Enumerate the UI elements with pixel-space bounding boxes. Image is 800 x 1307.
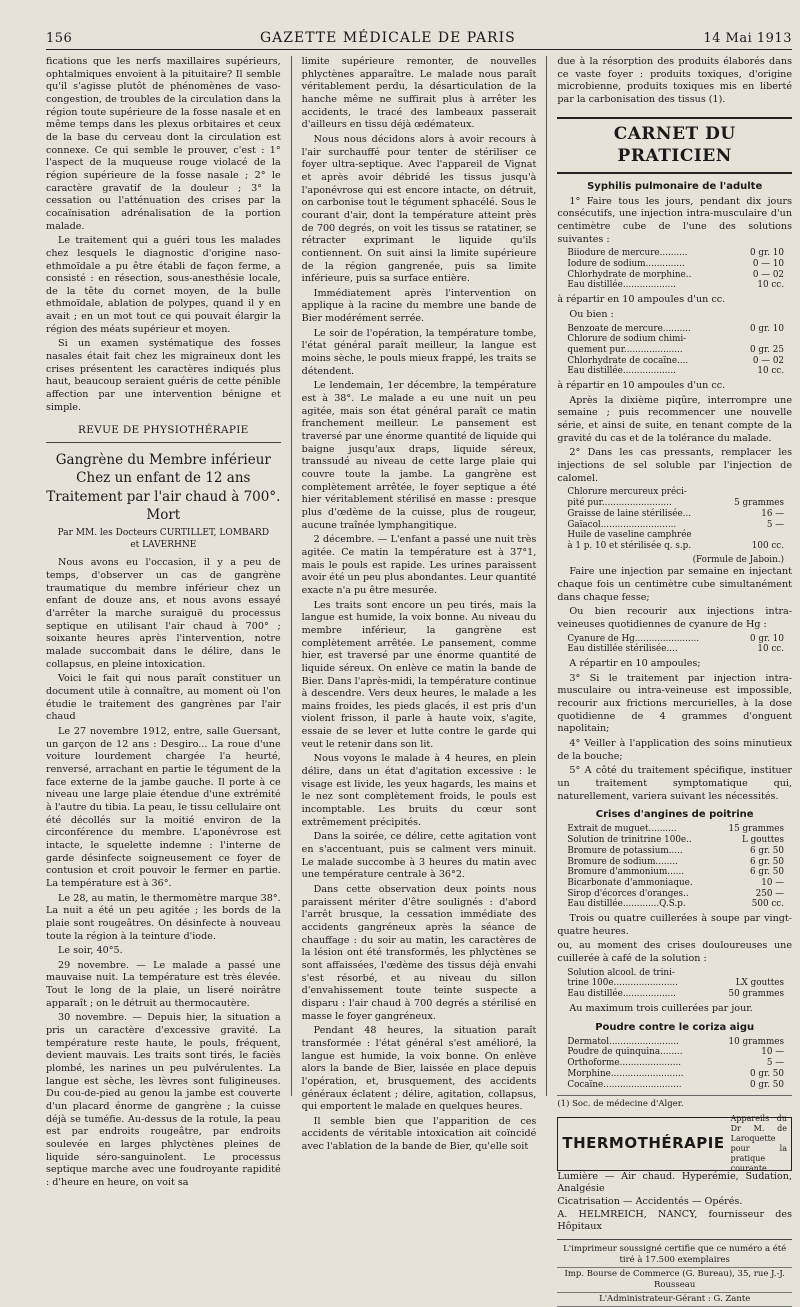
dose: 0 gr. 10 <box>749 248 785 259</box>
ad-text <box>731 1114 787 1174</box>
dose: 10 cc. <box>757 280 785 291</box>
ingredient: à 1 p. 10 et stérilisée q. s.p. <box>567 540 692 551</box>
paragraph: 2° Dans les cas pressants, remplacer les injections de sel soluble par l'injection de calomel. <box>557 447 793 484</box>
article-title-line: Traitement par l'air chaud à 700°. Mort <box>46 488 281 523</box>
paragraph: A répartir en 10 ampoules; <box>569 657 701 669</box>
authors-line: Par MM. les Docteurs CURTILLET, LOMBARD <box>57 528 270 539</box>
prescription-row <box>567 1080 792 1091</box>
dose: 5 grammes <box>734 498 785 509</box>
article-title-line: Chez un enfant de 12 ans <box>76 470 251 487</box>
paragraph: ou, au moment des crises douloureuses une cuillerée à café de la solution : <box>557 940 793 965</box>
ingredient: Cyanure de Hg....................... <box>567 633 700 644</box>
ingredient: Iodure de sodium.............. <box>567 259 685 270</box>
prescription-row <box>567 1047 792 1058</box>
prescription-row <box>567 968 792 979</box>
ingredient: Chlorure mercureux préci- <box>567 487 687 498</box>
ingredient: Eau distillée stérilisée.... <box>567 644 678 655</box>
paragraph: Ou bien : <box>569 308 614 320</box>
ingredient: Bromure de potassium..... <box>567 845 683 856</box>
paragraph: 4° Veiller à l'application des soins minutieux de la bouche; <box>557 737 793 762</box>
imprint-line: Imp. Bourse de Commerce (G. Bureau), 35, rue J.-J. Rousseau <box>557 1268 792 1293</box>
dose: 0 gr. 50 <box>749 1079 785 1090</box>
paragraph: Le 28, au matin, le thermomètre marque 38°. La nuit a été un peu agitée ; les bords de la plaie sont rougeâtres. On désinfecte à nouveau toute la région à la teinture d'iode. <box>46 892 281 942</box>
authors-line: et LAVERHNE <box>130 539 197 550</box>
ad-details <box>557 1171 792 1234</box>
prescription-row <box>567 530 792 541</box>
advertisement <box>557 1113 792 1173</box>
dose: 6 gr. 50 <box>749 867 785 878</box>
paragraph: 3° Si le traitement par injection intra-musculaire ou intra-veineuse est impossible, recourir aux frictions mercurielles, à la dose quotidienne de 4 grammes d'onguent napolitain; <box>557 672 793 735</box>
footnote: (1) Soc. de médecine d'Alger. <box>557 1095 792 1110</box>
article-title <box>46 451 281 524</box>
paragraph: Nous voyons le malade à 4 heures, en plein délire, dans un état d'agitation excessive : le visage est livide, les yeux hagards, les mains et le nez sont complètement froids, le pouls est incomptable. Les bruits du cœur sont extrêmement précipités. <box>301 753 537 828</box>
paragraph: à répartir en 10 ampoules d'un cc. <box>557 380 726 392</box>
imprint-line: L'imprimeur soussigné certifie que ce numéro a été tiré à 17.500 exemplaires <box>557 1243 792 1268</box>
prescription-row <box>567 878 792 889</box>
ad-line: A. HELMREICH, NANCY, fournisseur des Hôpitaux <box>557 1208 793 1233</box>
dose: 10 cc. <box>757 644 785 655</box>
prescription-list <box>567 248 792 291</box>
column-divider <box>546 56 547 1096</box>
ingredient: Graisse de laine stérilisée... <box>567 508 692 519</box>
paragraph: 1° Faire tous les jours, pendant dix jours consécutifs, une injection intra-musculaire d'un centimètre cube de l'une des solutions suivantes : <box>557 195 793 245</box>
prescription-row <box>567 498 792 509</box>
prescription-row <box>567 824 792 835</box>
prescription-row <box>567 541 792 552</box>
prescription-row <box>567 259 792 270</box>
section-rubric: REVUE DE PHYSIOTHÉRAPIE <box>46 424 281 443</box>
dose: 5 — <box>766 1058 785 1069</box>
prescription-row <box>567 509 792 520</box>
ingredient: Cocaïne............................ <box>567 1079 682 1090</box>
prescription-row <box>567 487 792 498</box>
dose: 50 grammes <box>728 989 785 1000</box>
article-authors <box>46 528 281 551</box>
prescription-row <box>567 366 792 377</box>
prescription-row <box>567 280 792 291</box>
dose: 6 gr. 50 <box>749 845 785 856</box>
ad-line: Lumière — Air chaud. Hyperémie, Sudation, Analgésie <box>557 1170 793 1195</box>
ad-brand: THERMOTHÉRAPIE <box>562 1133 725 1152</box>
dose: 10 cc. <box>757 366 785 377</box>
page-number: 156 <box>46 31 73 46</box>
ingredient: Gaïacol........................... <box>567 519 677 530</box>
ingredient: Chlorure de sodium chimi- <box>567 334 687 345</box>
ad-line: pour la pratique courante <box>730 1143 788 1173</box>
prescription-subheading: Crises d'angines de poitrine <box>595 809 754 821</box>
paragraph: Il semble bien que l'apparition de ces accidents de véritable intoxication ait coïncidé avec l'ablation de la bande de Bier, qu'elle soit <box>301 1115 537 1153</box>
paragraph: limite supérieure remonter, de nouvelles phlyctènes apparaître. Le malade nous paraît véritablement perdu, la désarticulation de la hanche même ne suffirait plus à arrêter les accidents, le tracé des lambeaux passerait d'ailleurs en tissu déjà œdémateux. <box>301 56 537 131</box>
dose: 10 grammes <box>728 1036 785 1047</box>
prescription-row <box>567 270 792 281</box>
imprint <box>557 1239 792 1307</box>
paragraph: Si un examen systématique des fosses nasales était fait chez les migraineux dont les crises présentent les caractères indiqués plus haut, beaucoup seraient guéris de cette pénible affection par une intervention bénigne et simple. <box>46 338 281 413</box>
dose: 6 gr. 50 <box>749 856 785 867</box>
prescription-row <box>567 345 792 356</box>
dose: 0 gr. 50 <box>749 1068 785 1079</box>
dose: 0 — 02 <box>752 355 785 366</box>
ingredient: Biiodure de mercure.......... <box>567 248 688 259</box>
ad-line: Cicatrisation — Accidentés — Opérés. <box>557 1195 743 1207</box>
paragraph: Au maximum trois cuillerées par jour. <box>569 1002 753 1014</box>
paragraph: Nous nous décidons alors à avoir recours à l'air surchauffé pour tenter de stériliser ce foyer ultra-septique. Avec l'appareil de Vignat et après avoir débridé les tissus jusqu'à l'aponévrose qui est encore intacte, on détruit, on carbonise tout le tégument sphacélé. Sous le courant d'air, dont la température atteint près de 700 degrés, on voit les tissus se ratatiner, se rétracter exprimant le liquide qu'ils contiennent. On suit ainsi la limite supérieure de la région gangrenée, puis sa limite inférieure, puis sa surface entière. <box>301 133 537 285</box>
paragraph: Le soir de l'opération, la température tombe, l'état général paraît meilleur, la langue est moins sèche, le pouls mieux frappé, les traits se détendent. <box>301 327 537 377</box>
ingredient: Solution de trinitrine 100e.. <box>567 835 692 846</box>
dose: 15 grammes <box>728 824 785 835</box>
dose: LX gouttes <box>735 978 785 989</box>
dose: 0 gr. 10 <box>749 633 785 644</box>
ingredient: Solution alcool. de trini- <box>567 967 675 978</box>
column-2 <box>301 56 537 1153</box>
formula-credit: (Formule de Jaboin.) <box>692 554 785 565</box>
column-1 <box>46 56 281 1188</box>
paragraph: Immédiatement après l'intervention on applique à la racine du membre une bande de Bier modérément serrée. <box>301 287 537 325</box>
paragraph: due à la résorption des produits élaborés dans ce vaste foyer : produits toxiques, d'origine microbienne, produits toxiques mis en liberté par la carbonisation des tissus (1). <box>557 56 793 105</box>
paragraph: Ou bien recourir aux injections intra-veineuses quotidiennes de cyanure de Hg : <box>557 606 793 630</box>
column-3 <box>557 56 793 1305</box>
ingredient: Benzoate de mercure.......... <box>567 323 691 334</box>
prescription-row <box>567 248 792 259</box>
paragraph: Dans cette observation deux points nous paraissent mériter d'être soulignés : d'abord l'arrêt brusque, la cessation immédiate des accidents gangréneux après la séance de chauffage : du soir au matin, les caractères de la lésion ont été transformés, les phlyctènes se sont affaissées, l'œdème des tissus déjà envahi s'est résorbé, et au niveau du sillon d'envahissement toute teinte suspecte a disparu : l'air chaud à 700 degrés a stérilisé en masse le foyer gangréneux. <box>301 884 537 1022</box>
issue-date: 14 Mai 1913 <box>703 31 792 46</box>
paragraph: Dans la soirée, ce délire, cette agitation vont en s'accentuant, puis se calment vers minuit. Le malade succombe à 3 heures du matin avec une température centrale à 36°2. <box>301 831 537 881</box>
ingredient: Orthoforme...................... <box>567 1058 682 1069</box>
dose: L gouttes <box>741 835 785 846</box>
prescription-row <box>567 644 792 655</box>
dose: 10 — <box>761 877 785 888</box>
dose: 5 — <box>766 519 785 530</box>
prescription-row <box>567 1069 792 1080</box>
prescription-list <box>567 1037 792 1091</box>
page-header <box>46 4 792 50</box>
paragraph: Pendant 48 heures, la situation paraît transformée : l'état général s'est amélioré, la langue est humide, la voix bonne. On enlève alors la bande de Bier, laissée en place depuis l'opération, et, brusquement, des accidents généraux éclatent ; délire, agitation, collapsus, qui emportent le malade en quelques heures. <box>301 1025 537 1113</box>
paragraph: Trois ou quatre cuillerées à soupe par vingt-quatre heures. <box>557 913 793 937</box>
ingredient: Bromure d'ammonium...... <box>567 867 685 878</box>
ingredient: Poudre de quinquina........ <box>567 1047 683 1058</box>
paragraph: Le 27 novembre 1912, entre, salle Guersant, un garçon de 12 ans : Desgiro... La roue d'une voiture lourdement chargée l'a heurté, renversé, arrachant en partie le tégument de la face externe de la jambe gauche. Il porte à ce niveau une large plaie étendue d'une extrémité à l'autre du tibia. La peau, le tissu cellulaire ont été décollés sur la moitié environ de la circonférence du membre. L'aponévrose est intacte, le squelette indemne : l'interne de garde désinfecte soigneusement ce foyer de contusion et croit pouvoir le fermer en partie. La température est à 36°. <box>46 726 281 889</box>
paragraph: Faire une injection par semaine en injectant chaque fois un centimètre cube simultanément dans chaque fesse; <box>557 566 793 603</box>
column-divider <box>291 56 292 1096</box>
paragraph: Le traitement qui a guéri tous les malades chez lesquels le diagnostic d'origine naso-ethmoïdale a pu être établi de façon ferme, a consisté : en résection, sous-anesthésie locale, de la tête du cornet moyen, de la bulle ethmoïdale, ablation de polypes, quand il y en avait ; en un mot tout ce qui pouvait élargir la région des méats supérieur et moyen. <box>46 235 281 335</box>
prescription-row <box>567 1037 792 1048</box>
prescription-subheading: Syphilis pulmonaire de l'adulte <box>587 180 763 192</box>
prescription-list <box>567 634 792 655</box>
prescription-row <box>567 334 792 345</box>
dose: 10 — <box>761 1047 785 1058</box>
ingredient: Eau distillée................... <box>567 280 676 291</box>
paragraph: Nous avons eu l'occasion, il y a peu de temps, d'observer un cas de gangrène traumatique du membre inférieur chez un enfant de douze ans, et nous avons essayé d'arrêter la marche suraiguë du processus septique en utilisant l'air chaud à 700° ; soixante heures après l'intervention, notre malade succombait dans le délire, dans le collapsus, en pleine intoxication. <box>46 557 281 670</box>
prescription-list <box>567 824 792 910</box>
dose: 16 — <box>761 508 785 519</box>
paragraph: 29 novembre. — Le malade a passé une mauvaise nuit. La température est très élevée. Tout le long de la plaie, un liseré noirâtre apparaît ; on le détruit au thermocautère. <box>46 959 281 1009</box>
journal-title: GAZETTE MÉDICALE DE PARIS <box>259 30 516 46</box>
dose: 500 cc. <box>751 899 785 910</box>
prescription-subheading: Poudre contre le coriza aigu <box>595 1021 755 1033</box>
prescription-row <box>567 846 792 857</box>
prescription-row <box>567 324 792 335</box>
dose: 250 — <box>755 888 785 899</box>
prescription-row <box>567 889 792 900</box>
ingredient: Eau distillée................... <box>567 366 676 377</box>
dose: 0 — 02 <box>752 269 785 280</box>
paragraph: Les traits sont encore un peu tirés, mais la langue est humide, la voix bonne. Au niveau du membre inférieur, la gangrène est complètement arrêtée. Le pansement, comme hier, est traversé par une énorme quantité de liquide séreux. On enlève ce matin la bande de Bier. Dans l'après-midi, la température continue à descendre. Vers deux heures, le malade a les mains froides, les pieds glacés, il est pris d'un violent frisson, il parle à haute voix, s'agite, essaie de se lever et lutte contre le garde qui veut le retenir dans son lit. <box>301 599 537 750</box>
paragraph: 5° A côté du traitement spécifique, instituer un traitement symptomatique qui, naturellement, variera suivant les nécessités. <box>557 765 793 802</box>
paragraph: Voici le fait qui nous paraît constituer un document utile à connaître, au moment où l'on étudie le traitement des gangrènes par l'air chaud <box>46 673 281 723</box>
ingredient: pité pur......................... <box>567 498 672 509</box>
prescription-list <box>567 487 792 551</box>
ingredient: Eau distillée................... <box>567 989 676 1000</box>
article-title-line: Gangrène du Membre inférieur <box>55 452 271 469</box>
dose: 0 gr. 25 <box>749 344 785 355</box>
prescription-row <box>567 857 792 868</box>
ingredient: Morphine.......................... <box>567 1068 684 1079</box>
prescription-list <box>567 968 792 1000</box>
ingredient: Chlorhydrate de morphine.. <box>567 269 692 280</box>
prescription-row <box>567 1058 792 1069</box>
prescription-row <box>567 978 792 989</box>
ingredient: trine 100e....................... <box>567 978 678 989</box>
ingredient: Huile de vaseline camphrée <box>567 530 692 541</box>
paragraph: à répartir en 10 ampoules d'un cc. <box>557 294 726 306</box>
paragraph: 30 novembre. — Depuis hier, la situation a pris un caractère d'excessive gravité. La température reste haute, le pouls, fréquent, devient mauvais. Les traits sont tirés, le faciès plombé, les narines un peu pulvérulentes. La langue est sèche, les lèvres sont fuligineuses. Du cou-de-pied au genou la jambe est couverte d'un placard énorme de gangrène ; la cuisse déjà se tuméfie. Au-dessus de la rotule, la peau est par endroits rougeâtre, par endroits soulevée en larges phlyctènes pleines de liquide séro-sanguinolent. Le processus septique marche avec une foudroyante rapidité : d'heure en heure, on voit sa <box>46 1012 281 1188</box>
dose: 0 gr. 10 <box>749 323 785 334</box>
ingredient: Bromure de sodium........ <box>567 856 678 867</box>
ingredient: Dermatol......................... <box>567 1036 679 1047</box>
dose: 0 — 10 <box>752 259 785 270</box>
prescription-row <box>567 867 792 878</box>
prescription-row <box>567 356 792 367</box>
prescription-list <box>567 324 792 378</box>
carnet-heading: CARNET DU PRATICIEN <box>557 117 792 174</box>
paragraph: Le lendemain, 1er décembre, la température est à 38°. Le malade a eu une nuit un peu agitée, mais son état général paraît ce matin franchement meilleur. Le pansement est traversé par une énorme quantité de liquide qui baigne jusqu'aux draps, liquide séreux, transsudé au niveau de cette large plaie qui couvre toute la jambe. La gangrène est complètement arrêtée, le foyer septique a été hier véritablement stérilisé en masse : presque plus d'œdème de la cuisse, plus de rougeur, aucune traînée lymphangitique. <box>301 380 537 531</box>
dose: 100 cc. <box>751 540 785 551</box>
imprint-line: L'Administrateur-Gérant : G. Zante <box>557 1293 792 1307</box>
paragraph: Le soir, 40°5. <box>58 945 123 957</box>
ingredient: quement pur..................... <box>567 344 683 355</box>
paragraph: fications que les nerfs maxillaires supérieurs, ophtalmiques envoient à la pituitaire? Il semble qu'il s'agisse plutôt de phénomènes de vaso-congestion, de troubles de la circulation dans la région toute supérieure de la fosse nasale et en même temps dans les plexus orbitaires et ceux de la base du cerveau dont la circulation est connexe. Ce qui semble le prouver, c'est : 1° l'aspect de la muqueuse rouge violacé de la région supérieure de la fosse nasale ; 2° le caractère gravatif de la douleur ; 3° la cessation ou l'atténuation des crises par la cocaïnisation adrénalisation de la portion malade. <box>46 56 281 232</box>
prescription-row <box>567 835 792 846</box>
prescription-row <box>567 989 792 1000</box>
prescription-row <box>567 520 792 531</box>
prescription-row <box>567 634 792 645</box>
ingredient: Extrait de muguet.......... <box>567 824 677 835</box>
ingredient: Sirop d'écorces d'oranges.. <box>567 888 689 899</box>
ingredient: Bicarbonate d'ammoniaque. <box>567 877 693 888</box>
paragraph: 2 décembre. — L'enfant a passé une nuit très agitée. Ce matin la température est à 37°1, mais le pouls est rapide. Les urines paraissent avoir été un peu plus abondantes. Leur quantité exacte n'a pu être mesurée. <box>301 534 537 596</box>
ad-line: Appareils du Dr M. de Laroquette <box>730 1113 788 1143</box>
paragraph: Après la dixième piqûre, interrompre une semaine ; puis recommencer une nouvelle série, et ainsi de suite, en tenant compte de la gravité du cas et de la tolérance du malade. <box>557 394 793 444</box>
ingredient: Eau distillée.............Q.S.p. <box>567 899 686 910</box>
prescription-row <box>567 899 792 910</box>
ingredient: Chlorhydrate de cocaïne.... <box>567 355 689 366</box>
